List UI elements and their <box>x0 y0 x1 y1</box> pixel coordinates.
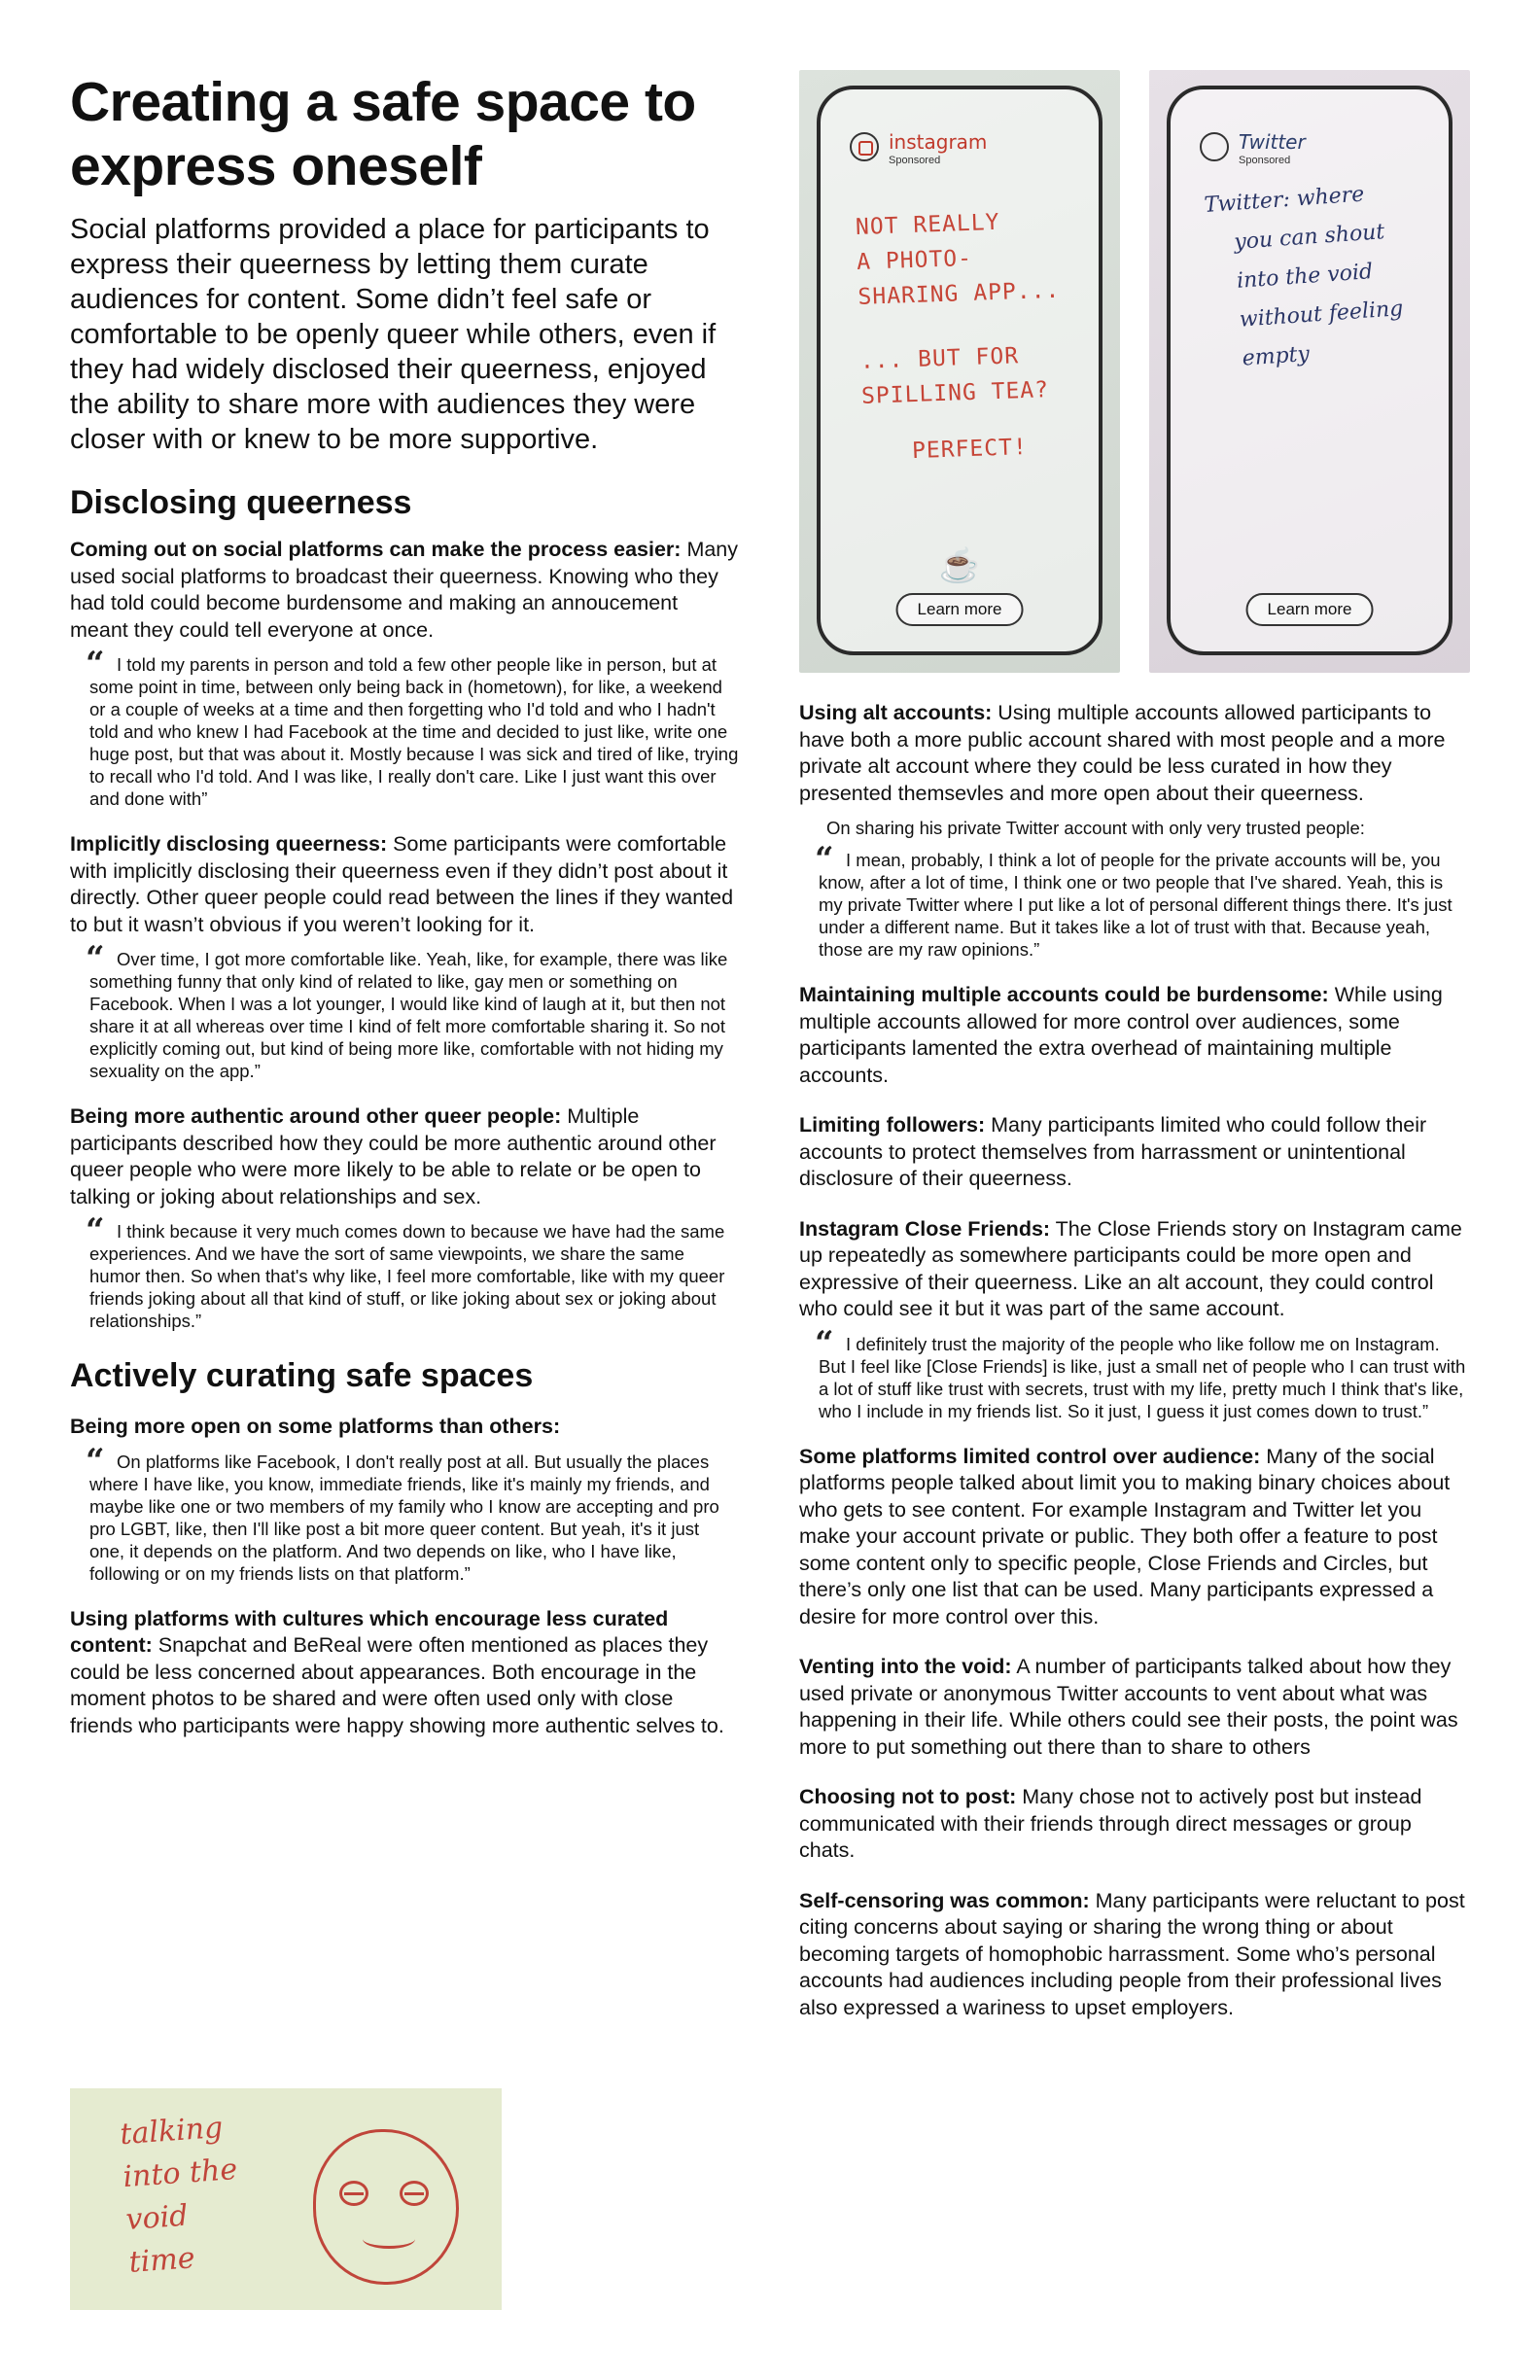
paragraph-coming-out: Coming out on social platforms can make the process easier: Many used social platforms to broadcast their queerness. Knowing who they had told could become burdensome and making an annoucement meant they could tell everyone at once. <box>70 538 739 642</box>
twitter-logo-icon <box>1200 132 1229 161</box>
quote-mark-icon: “ <box>86 1211 105 1250</box>
phone-outline <box>817 86 1102 655</box>
ad-header <box>1200 132 1306 166</box>
tea-cup-icon: ☕ <box>938 547 981 584</box>
quote-mark-icon: “ <box>86 645 105 683</box>
paragraph-multiple-accounts: Maintaining multiple accounts could be burdensome: While using multiple accounts allowed for more control over audiences, some participants lamented the extra overhead of maintaining multiple accounts. <box>799 983 1443 1087</box>
smiling-face-icon <box>313 2129 459 2285</box>
quote-implicit: “ Over time, I got more comfortable like. Yeah, like, for example, there was like something funny that only kind of related to like, gay men or something on Facebook. When I was a lot younger, I would like kind of laugh at it, but then not share it at all whereas over time I kind of felt more comfortable sharing it. So not explicitly coming out, but kind of being more like, comfortable with not hiding my sexuality on the app.” <box>86 939 728 1081</box>
paragraph-alt-accounts: Using alt accounts: Using multiple accounts allowed participants to have both a more public account shared with most people and a more private alt account where they could be less curated in how they presented themsevles and more open about their queerness. <box>799 701 1446 805</box>
quote-mark-icon: “ <box>86 1441 105 1481</box>
photo-row <box>799 70 1470 673</box>
quote-lead-in: On sharing his private Twitter account with only very trusted people: <box>826 818 1365 838</box>
phone-outline <box>1167 86 1452 655</box>
paragraph-limited-control: Some platforms limited control over audience: Many of the social platforms people talked about limit you to making binary choices about who gets to see content. For example Instagram and Twitter let you make your account private or public. They both offer a feature to post some content only to specific people, Close Friends and Circles, but there’s only one list that can be used. Many participants expressed a desire for more control over this. <box>799 1444 1451 1628</box>
sponsored-label: Sponsored <box>889 155 941 166</box>
paragraph-not-posting: Choosing not to post: Many chose not to actively post but instead communicated with their friends through direct messages or group chats. <box>799 1785 1422 1862</box>
eye-icon <box>339 2181 368 2206</box>
quote-mark-icon: “ <box>815 1323 834 1363</box>
instagram-logo-icon <box>850 132 879 161</box>
ad-header <box>850 132 987 166</box>
quote-authentic: “ I think because it very much comes down to because we have had the same experiences. And we have the sort of same viewpoints, we share the same humor then. So when that's why like, I feel more comfortable, like with my queer friends joking about all that kind of stuff, or like joking about sex or joking about relationships.” <box>86 1211 725 1331</box>
right-column <box>799 70 1470 2031</box>
quote-close-friends: “ I definitely trust the majority of the people who like follow me on Instagram. But I feel like [Close Friends] is like, just a small net of people who I can trust with a lot of stuff like trust with secrets, trust with my life, pretty much I think that's like, who I include in my friends list. So it just, I guess it just comes down to trust.” <box>815 1323 1466 1421</box>
handwritten-note: Twitter: where you can shout into the void without feeling empty <box>1203 182 1405 371</box>
app-name: Twitter <box>1239 130 1306 154</box>
instagram-sketch-photo <box>799 70 1120 673</box>
app-name: instagram <box>889 130 988 154</box>
learn-more-button: Learn more <box>1246 593 1374 626</box>
quote-mark-icon: “ <box>86 939 105 978</box>
paragraph-less-curated: Using platforms with cultures which encourage less curated content: Snapchat and BeReal were often mentioned as places they could be less concerned about appearances. Both encourage in the moment photos to be shared and were often used only with close friends who participants were happy showing more authentic selves to. <box>70 1606 724 1737</box>
sketch-caption: talking into the void time <box>119 2110 239 2280</box>
sponsored-label: Sponsored <box>1239 155 1291 166</box>
quote-private-twitter: “ I mean, probably, I think a lot of people for the private accounts will be, you know, after a lot of time, I think one or two people that I've shared. Yeah, this is my private Twitter where I put like a lot of personal different things there. It's just under a different name. But it takes like a lot of trust with that. Because yeah, those are my raw opinions.” <box>815 840 1452 960</box>
paragraph-venting: Venting into the void: A number of participants talked about how they used private or anonymous Twitter accounts to vent about what was happening in their life. While others could see their posts, the point was more to put something out there than to share to others <box>799 1655 1458 1759</box>
left-column <box>70 70 739 1749</box>
section-heading-disclosing: Disclosing queerness <box>70 484 412 521</box>
paragraph-authentic: Being more authentic around other queer people: Multiple participants described how they could be more authentic around other queer people who were more likely to be able to relate or be open to talking or joking about relationships and sex. <box>70 1104 717 1208</box>
page-title: Creating a safe space to express oneself <box>70 71 696 197</box>
paragraph-limiting-followers: Limiting followers: Many participants limited who could follow their accounts to protect themselves from harrassment or unintentional disclosure of their queerness. <box>799 1113 1427 1190</box>
intro-paragraph: Social platforms provided a place for participants to express their queerness by letting them curate audiences for content. Some didn’t feel safe or comfortable to be openly queer while others, even if they had widely disclosed their queerness, enjoyed the ability to share more with audiences they were closer with or knew to be more supportive. <box>70 214 717 455</box>
paragraph-close-friends: Instagram Close Friends: The Close Friends story on Instagram came up repeatedly as somewhere participants could be more open and expressive of their queerness. Like an alt account, they could control who could see it but it was part of the same account. <box>799 1216 1462 1320</box>
paragraph-implicit: Implicitly disclosing queerness: Some participants were comfortable with implicitly disclosing their queerness even if they didn’t post about it directly. Other queer people could read between the lines if they wanted to but it wasn’t obvious if you weren’t looking for it. <box>70 832 734 936</box>
void-sketch-image <box>70 2088 502 2310</box>
paragraph-more-open: Being more open on some platforms than others: <box>70 1415 561 1438</box>
mouth-icon <box>363 2229 415 2249</box>
section-heading-curating: Actively curating safe spaces <box>70 1357 534 1394</box>
eye-icon <box>400 2181 429 2206</box>
quote-mark-icon: “ <box>815 840 834 879</box>
quote-more-open: “ On platforms like Facebook, I don't really post at all. But usually the places where I have like, you know, immediate friends, like it's mainly my friends, and maybe like one or two members of my family who I know are accepting and pro pro LGBT, like, then I'll like post a bit more queer content. But yeah, it's it just one, it depends on the platform. And two depends on like, who I have like, following or on my friends lists on that platform.” <box>86 1441 719 1584</box>
quote-coming-out: “ I told my parents in person and told a few other people like in person, but at some point in time, between only being back in (hometown), for like, a weekend or a couple of weeks at a time and then forgetting who I'd told and who I hadn't told and who knew I had Facebook at the time and decided to just like, write one huge post, but that was about it. Mostly because I was sick and tired of like, trying to recall who I'd told. And I was like, I really don't care. Like I just want this over and done with” <box>86 645 739 809</box>
paragraph-self-censoring: Self-censoring was common: Many participants were reluctant to post citing concerns about saying or sharing the wrong thing or about becoming targets of homophobic harrassment. Some who’s personal accounts had audiences including people from their professional lives also expressed a wariness to upset employers. <box>799 1888 1465 2019</box>
learn-more-button: Learn more <box>896 593 1024 626</box>
twitter-sketch-photo <box>1149 70 1470 673</box>
handwritten-note: NOT REALLY A PHOTO- SHARING APP... ... BUT FOR SPILLING TEA? PERFECT! <box>855 209 1061 465</box>
